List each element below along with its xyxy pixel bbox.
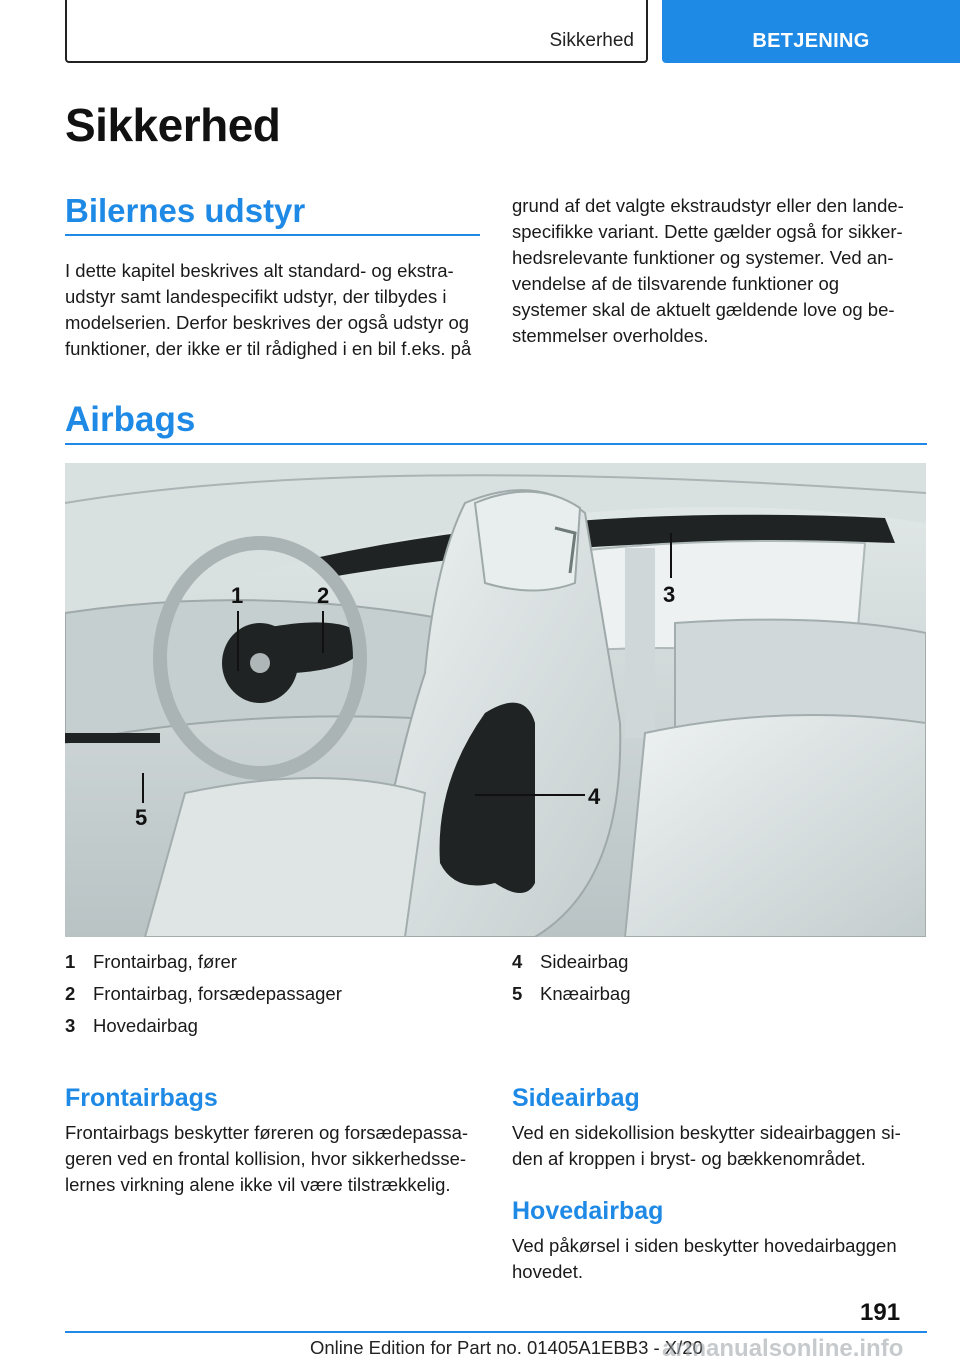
sideairbag-text [512,1120,927,1172]
legend-number: 3 [65,1015,76,1036]
text-line: lernes virkning alene ikke vil være tilstrækkelig. [65,1174,451,1195]
page-number: 191 [860,1299,901,1326]
legend-item [65,946,342,978]
legend-item [512,978,631,1010]
text-line: modelserien. Derfor beskrives der også udstyr og [65,312,470,333]
section-rule [65,234,480,236]
page-title: Sikkerhed [65,99,281,151]
text-line: hedsrelevante funktioner og systemer. Ved an- [512,247,894,268]
section-heading-airbags: Airbags [65,400,196,439]
text-line: Ved en sidekollision beskytter sideairbaggen si- [512,1122,901,1143]
text-line: I dette kapitel beskrives alt standard- og ekstra- [65,260,454,281]
footer-rule [65,1331,927,1333]
callout-3: 3 [663,582,676,607]
equipment-text-right [512,193,927,349]
legend-number: 1 [65,951,76,972]
frontairbags-text [65,1120,480,1198]
equipment-text-left [65,258,480,362]
legend-item [512,946,631,978]
text-line: udstyr samt landespecifikt udstyr, der tilbydes i [65,286,447,307]
legend-label: Knæairbag [540,983,631,1004]
text-line: den af kroppen i bryst- og bækkenområdet. [512,1148,866,1169]
text-line: systemer skal de aktuelt gældende love og be- [512,299,895,320]
callout-1: 1 [231,583,244,608]
legend-label: Sideairbag [540,951,629,972]
text-line: specifikke variant. Dette gælder også for sikker- [512,221,903,242]
legend-number: 2 [65,983,76,1004]
legend-item [65,978,342,1010]
watermark: armanualsonline.info [662,1335,904,1362]
callout-5: 5 [135,805,148,830]
text-line: geren ved en frontal kollision, hvor sikkerhedsse- [65,1148,467,1169]
text-line: Frontairbags beskytter føreren og forsædepassa- [65,1122,469,1143]
subheading-hovedairbag: Hovedairbag [512,1197,664,1225]
text-line: grund af det valgte ekstraudstyr eller den lande- [512,195,904,216]
legend-item [65,1010,342,1042]
legend-label: Hovedairbag [93,1015,198,1036]
legend-number: 5 [512,983,523,1004]
section-tab [65,0,648,63]
airbag-illustration [65,463,926,937]
legend-left [65,946,342,1042]
callout-2: 2 [317,583,330,608]
hovedairbag-text [512,1233,927,1285]
legend-label: Frontairbag, forsædepassager [93,983,342,1004]
section-rule [65,443,927,445]
legend-right [512,946,631,1010]
section-heading-equipment: Bilernes udstyr [65,192,306,229]
legend-number: 4 [512,951,523,972]
text-line: Ved påkørsel i siden beskytter hovedairbaggen [512,1235,897,1256]
chapter-tab-label: BETJENING [752,30,870,52]
subheading-frontairbags: Frontairbags [65,1084,218,1112]
text-line: hovedet. [512,1261,583,1282]
text-line: stemmelser overholdes. [512,325,709,346]
legend-label: Frontairbag, fører [93,951,237,972]
chapter-tab [662,0,960,63]
callout-4: 4 [588,784,601,809]
footer-edition: Online Edition for Part no. 01405A1EBB3 - X/20 [310,1337,703,1358]
subheading-sideairbag: Sideairbag [512,1084,640,1112]
text-line: vendelse af de tilsvarende funktioner og [512,273,840,294]
section-tab-label: Sikkerhed [549,30,634,51]
text-line: funktioner, der ikke er til rådighed i en bil f.eks. på [65,338,472,359]
